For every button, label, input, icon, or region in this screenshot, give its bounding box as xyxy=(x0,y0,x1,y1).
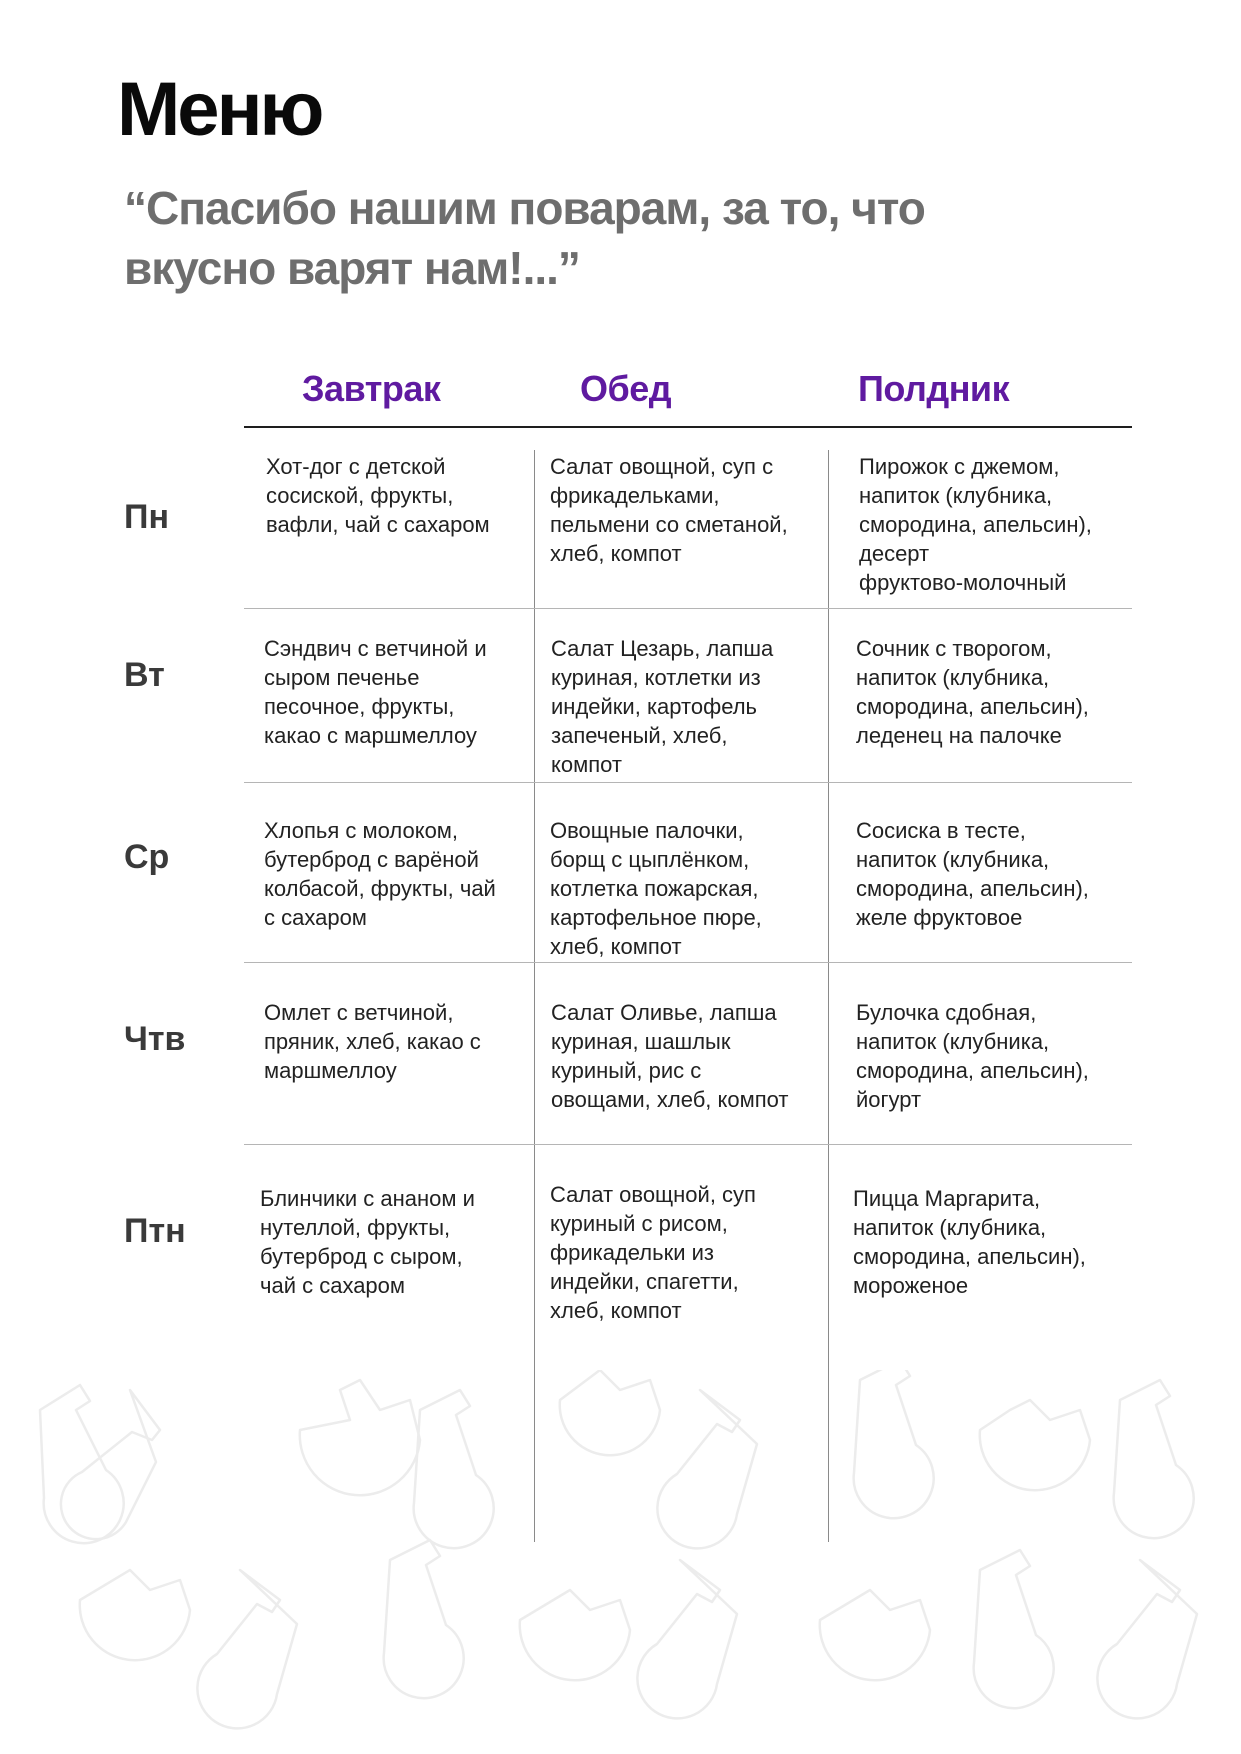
breakfast-cell: Блинчики с ананом и нутеллой, фрукты, бутерброд с сыром, чай с сахаром xyxy=(260,1186,475,1298)
breakfast-cell: Омлет с ветчиной, пряник, хлеб, какао с маршмеллоу xyxy=(264,1000,481,1083)
pot-icon xyxy=(820,1590,930,1680)
snack-cell: Сочник с творогом, напиток (клубника, смородина, апельсин), леденец на палочке xyxy=(856,636,1089,748)
day-label: Вт xyxy=(124,656,165,694)
flask-icon xyxy=(1097,1560,1197,1718)
pot-icon xyxy=(520,1590,630,1680)
snack-cell: Пирожок с джемом, напиток (клубника, смородина, апельсин), десерт фруктово-молочный xyxy=(859,454,1092,595)
page-title: Меню xyxy=(117,67,322,152)
pot-icon xyxy=(560,1370,660,1455)
row-divider xyxy=(244,782,1132,783)
flask-icon xyxy=(974,1550,1054,1708)
lunch-cell: Овощные палочки, борщ с цыплёнком, котлетка пожарская, картофельное пюре, хлеб, компот xyxy=(550,818,762,959)
flask-icon xyxy=(40,1385,124,1543)
pot-icon xyxy=(300,1380,420,1495)
lunch-cell: Салат Цезарь, лапша куриная, котлетки из индейки, картофель запеченый, хлеб, компот xyxy=(551,636,774,777)
column-header-breakfast: Завтрак xyxy=(302,368,441,409)
flask-icon xyxy=(414,1390,494,1548)
flask-icon xyxy=(657,1390,757,1548)
day-label: Ср xyxy=(124,838,170,876)
flask-icon xyxy=(197,1570,297,1728)
pot-icon xyxy=(980,1400,1090,1490)
flask-icon xyxy=(637,1560,737,1718)
day-label: Птн xyxy=(124,1212,186,1250)
day-label: Пн xyxy=(124,498,169,536)
flask-icon xyxy=(61,1390,160,1539)
flask-icon xyxy=(384,1540,464,1698)
decorative-flask-pattern xyxy=(0,1370,1241,1754)
flask-icon xyxy=(854,1370,934,1518)
lunch-cell: Салат Оливье, лапша куриная, шашлык куриный, рис с овощами, хлеб, компот xyxy=(551,1000,789,1112)
row-divider xyxy=(244,1144,1132,1145)
snack-cell: Булочка сдобная, напиток (клубника, смородина, апельсин), йогурт xyxy=(856,1000,1089,1112)
breakfast-cell: Хлопья с молоком, бутерброд с варёной колбасой, фрукты, чай с сахаром xyxy=(264,818,496,930)
column-header-snack: Полдник xyxy=(858,368,1010,409)
lunch-cell: Салат овощной, суп с фрикадельками, пельмени со сметаной, хлеб, компот xyxy=(550,454,788,566)
lunch-cell: Салат овощной, суп куриный с рисом, фрикадельки из индейки, спагетти, хлеб, компот xyxy=(550,1182,756,1323)
flask-icon xyxy=(1114,1380,1194,1538)
page-subtitle: “Спасибо нашим поварам, за то, что вкусно варят нам!...” xyxy=(124,182,925,294)
row-divider xyxy=(244,962,1132,963)
row-divider xyxy=(244,608,1132,609)
day-label: Чтв xyxy=(124,1020,186,1058)
column-header-lunch: Обед xyxy=(580,368,672,409)
breakfast-cell: Хот-дог с детской сосиской, фрукты, вафли, чай с сахаром xyxy=(266,454,490,537)
column-headers xyxy=(244,360,1132,428)
snack-cell: Пицца Маргарита, напиток (клубника, смородина, апельсин), мороженое xyxy=(853,1186,1086,1298)
snack-cell: Сосиска в тесте, напиток (клубника, смородина, апельсин), желе фруктовое xyxy=(856,818,1089,930)
pot-icon xyxy=(80,1570,190,1660)
breakfast-cell: Сэндвич с ветчиной и сыром печенье песочное, фрукты, какао с маршмеллоу xyxy=(264,636,487,748)
